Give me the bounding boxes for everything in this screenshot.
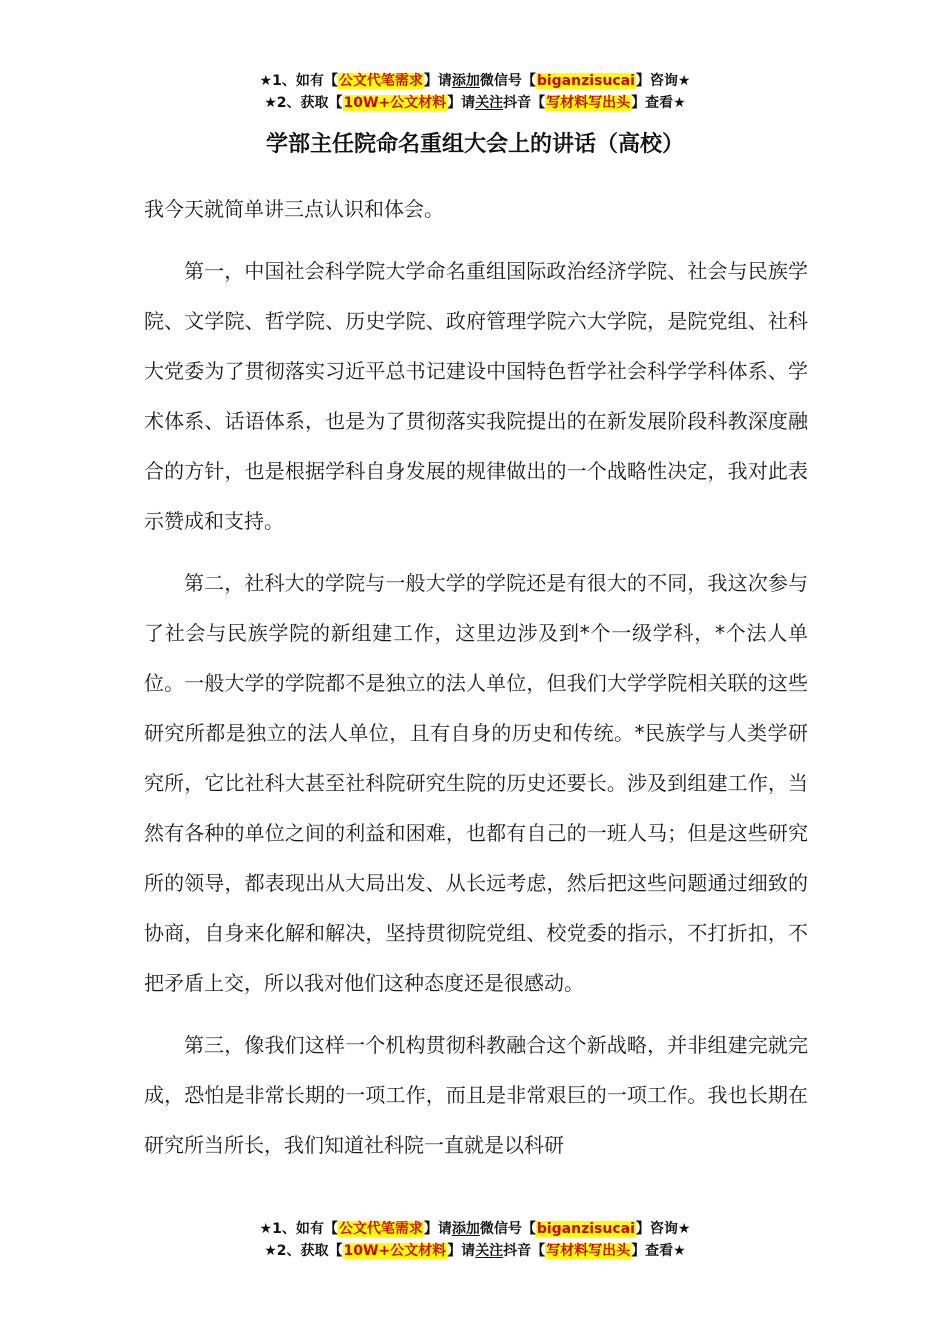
underlined-text: 添加	[451, 1221, 480, 1237]
underlined-text: 关注	[475, 1243, 504, 1259]
footer-banner	[0, 1218, 950, 1262]
banner-text: 】请	[447, 1243, 476, 1259]
banner-text: ★1、如有【	[259, 1221, 338, 1237]
paragraph-third-point: 第三，像我们这样一个机构贯彻科教融合这个新战略，并非组建完就完成，恐怕是非常长期的一项工作，而且是非常艰巨的一项工作。我也长期在研究所当所长，我们知道社科院一直就是以科研	[144, 1033, 808, 1157]
banner-text: 微信号【	[479, 1221, 536, 1237]
highlight-text: 10W+公文材料	[343, 95, 447, 111]
banner-text: 】查看★	[631, 95, 686, 111]
underlined-text: 关注	[475, 95, 504, 111]
banner-text: 】咨询★	[635, 1221, 691, 1237]
banner-text: ★2、获取【	[264, 95, 343, 111]
banner-text: 】查看★	[631, 1243, 686, 1259]
banner-line-1	[0, 1218, 950, 1240]
paragraph-second-point: 第二，社科大的学院与一般大学的学院还是有很大的不同，我这次参与了社会与民族学院的新组建工作，这里边涉及到*个一级学科，*个法人单位。一般大学的学院都不是独立的法人单位，但我们大学学院相关联的这些研究所都是独立的法人单位，且有自身的历史和传统。*民族学与人类学研究所，它比社科大甚至社科院研究生院的历史还要长。涉及到组建工作，当然有各种的单位之间的利益和困难，也都有自己的一班人马；但是这些研究所的领导，都表现出从大局出发、从长远考虑，然后把这些问题通过细致的协商，自身来化解和解决，坚持贯彻院党组、校党委的指示，不打折扣，不把矛盾上交，所以我对他们这种态度还是很感动。	[144, 571, 808, 995]
banner-line-2	[0, 1240, 950, 1262]
banner-text: ★2、获取【	[264, 1243, 343, 1259]
banner-text: 】请	[423, 1221, 452, 1237]
douyin-account-highlight: 写材料写出头	[546, 1243, 631, 1259]
banner-text: 抖音【	[503, 95, 546, 111]
banner-text: 】咨询★	[635, 73, 691, 89]
highlight-text: 公文代笔需求	[338, 73, 423, 89]
highlight-text: 10W+公文材料	[343, 1243, 447, 1259]
underlined-text: 添加	[451, 73, 480, 89]
wechat-id-highlight: biganzisucai	[536, 1221, 635, 1237]
header-banner	[0, 70, 950, 114]
douyin-account-highlight: 写材料写出头	[546, 95, 631, 111]
paragraph-intro: 我今天就简单讲三点认识和体会。	[144, 197, 444, 221]
highlight-text: 公文代笔需求	[338, 1221, 423, 1237]
banner-line-1	[0, 70, 950, 92]
banner-text: 】请	[423, 73, 452, 89]
banner-line-2	[0, 92, 950, 114]
document-title: 学部主任院命名重组大会上的讲话（高校）	[265, 132, 684, 157]
wechat-id-highlight: biganzisucai	[536, 73, 635, 89]
banner-text: ★1、如有【	[259, 73, 338, 89]
banner-text: 】请	[447, 95, 476, 111]
document-body	[144, 184, 808, 1182]
banner-text: 抖音【	[503, 1243, 546, 1259]
banner-text: 微信号【	[479, 73, 536, 89]
paragraph-first-point: 第一，中国社会科学院大学命名重组国际政治经济学院、社会与民族学院、文学院、哲学院、历史学院、政府管理学院六大学院，是院党组、社科大党委为了贯彻落实习近平总书记建设中国特色哲学社会科学学科体系、学术体系、话语体系，也是为了贯彻落实我院提出的在新发展阶段科教深度融合的方针，也是根据学科自身发展的规律做出的一个战略性决定，我对此表示赞成和支持。	[144, 259, 808, 533]
